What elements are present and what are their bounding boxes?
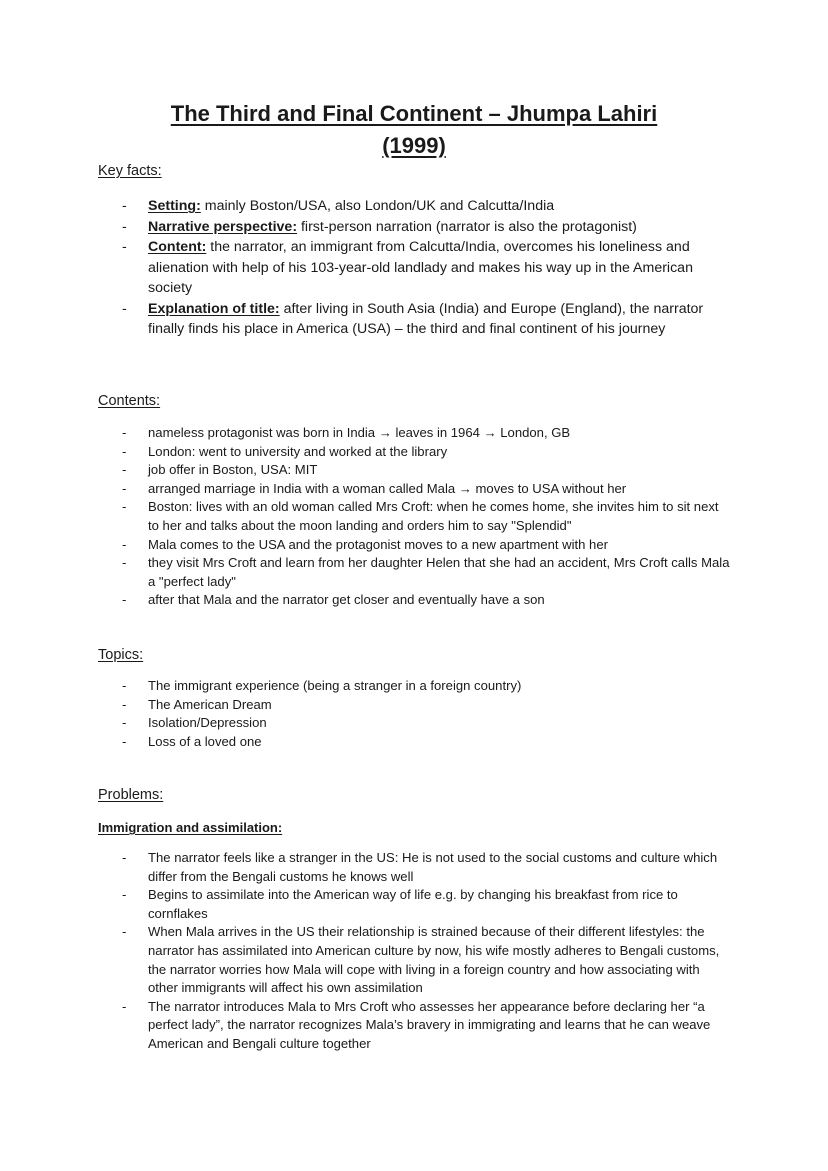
- list-item: - The American Dream: [0, 696, 828, 715]
- list-item: - The narrator introduces Mala to Mrs Croft who assesses her appearance before declaring her “a perfect lady”, the narrator recognizes Mala’s bravery in immigrating and learns that he can weave American and Bengali culture together: [0, 998, 828, 1054]
- contents-list: [0, 424, 828, 610]
- key-facts-heading: Key facts:: [98, 163, 162, 179]
- document-title: [0, 98, 828, 162]
- problems-list: [0, 849, 828, 1054]
- list-item: [0, 217, 828, 238]
- problems-subheading: Immigration and assimilation:: [98, 820, 283, 835]
- list-item: - Boston: lives with an old woman called Mrs Croft: when he comes home, she invites him to sit next to her and talks about the moon landing and orders him to say "Splendid": [0, 498, 828, 535]
- fact-label: Explanation of title:: [148, 300, 280, 317]
- fact-label: Setting:: [148, 198, 201, 214]
- list-item: - When Mala arrives in the US their relationship is strained because of their different lifestyles: the narrator has assimilated into American culture by now, his wife mostly adheres to Bengali customs, the narrator worries how Mala will cope with living in a foreign country and how associating with other immigrants will affect his own assimilation: [0, 923, 828, 997]
- title-line-1: The Third and Final Continent – Jhumpa Lahiri: [170, 101, 658, 126]
- fact-label: Narrative perspective:: [148, 218, 298, 235]
- list-item: - Begins to assimilate into the American way of life e.g. by changing his breakfast from rice to cornflakes: [0, 886, 828, 923]
- list-item: [0, 196, 828, 217]
- list-item: - Mala comes to the USA and the protagonist moves to a new apartment with her: [0, 536, 828, 555]
- list-item: - arranged marriage in India with a woman called Mala → moves to USA without her: [0, 480, 828, 499]
- list-item: - they visit Mrs Croft and learn from her daughter Helen that she had an accident, Mrs Croft calls Mala a "perfect lady": [0, 554, 828, 591]
- fact-text: the narrator, an immigrant from Calcutta/India, overcomes his loneliness and alienation with help of his 103-year-old landlady and makes his way up in the American society: [148, 239, 693, 296]
- list-item: - The narrator feels like a stranger in the US: He is not used to the social customs and culture which differ from the Bengali customs he knows well: [0, 849, 828, 886]
- list-item: - after that Mala and the narrator get closer and eventually have a son: [0, 591, 828, 610]
- list-item: - Loss of a loved one: [0, 733, 828, 752]
- fact-text: mainly Boston/USA, also London/UK and Calcutta/India: [200, 198, 555, 214]
- title-line-2: (1999): [382, 133, 446, 158]
- list-item: - job offer in Boston, USA: MIT: [0, 461, 828, 480]
- fact-text: first-person narration (narrator is also the protagonist): [297, 218, 637, 235]
- list-item: [0, 237, 828, 299]
- fact-label: Content:: [148, 239, 207, 255]
- topics-list: [0, 677, 828, 751]
- topics-heading: Topics:: [98, 647, 144, 663]
- list-item: - The immigrant experience (being a stranger in a foreign country): [0, 677, 828, 696]
- contents-heading: Contents:: [98, 393, 161, 409]
- list-item: [0, 299, 828, 340]
- problems-heading: Problems:: [98, 787, 164, 803]
- list-item: - Isolation/Depression: [0, 714, 828, 733]
- list-item: - London: went to university and worked at the library: [0, 443, 828, 462]
- list-item: - nameless protagonist was born in India → leaves in 1964 → London, GB: [0, 424, 828, 443]
- key-facts-list: [0, 196, 828, 340]
- fact-text: after living in South Asia (India) and Europe (England), the narrator finally finds his place in America (USA) – the third and final continent of his journey: [148, 300, 704, 337]
